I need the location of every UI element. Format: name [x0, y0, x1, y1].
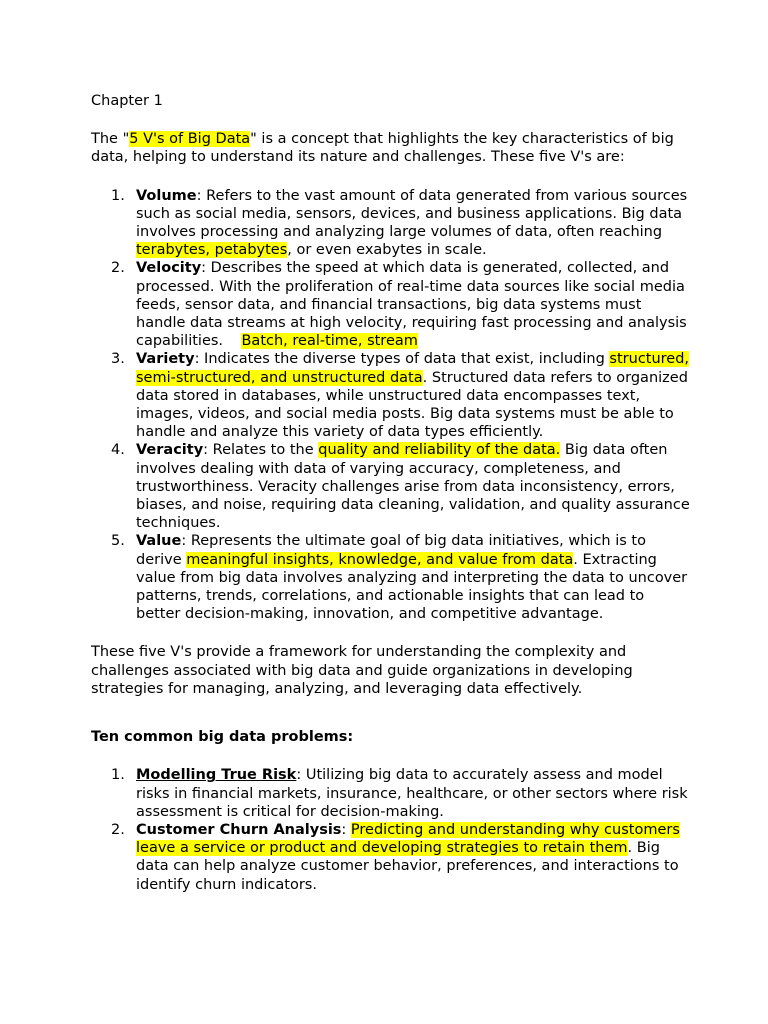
item-highlight: structured, semi-structured, and unstructured data — [136, 351, 690, 386]
intro-highlight: 5 V's of Big Data — [129, 131, 251, 148]
list-number: 1. — [111, 767, 125, 784]
item-highlight: meaningful insights, knowledge, and value from data — [186, 551, 574, 568]
list-item-velocity — [91, 259, 691, 350]
five-vs-list — [91, 187, 691, 624]
item-text: : Indicates the diverse types of data that exist, including — [194, 351, 610, 368]
intro-text-after: " is a concept that highlights the key characteristics of big data, helping to understand its nature and challenges. These five V's are: — [91, 131, 674, 166]
closing-paragraph: These five V's provide a framework for understanding the complexity and challenges associated with big data and guide organizations in developing strategies for managing, analyzing, and leveraging data effectively. — [91, 644, 633, 697]
item-highlight: Predicting and understanding why customers leave a service or product and developing strategies to retain them — [136, 821, 680, 857]
term-volume: Volume — [136, 187, 197, 204]
item-text: : Relates to the — [203, 442, 319, 459]
term-value: Value — [136, 533, 182, 550]
list-number: 2. — [111, 260, 125, 277]
document-page — [91, 92, 691, 894]
list-item-volume — [91, 187, 691, 260]
item-highlight: quality and reliability of the data. — [318, 442, 561, 459]
item-text-after: , or even exabytes in scale. — [287, 242, 487, 259]
item-text-after: . Extracting value from big data involves analyzing and interpreting the data to uncover patterns, trends, correlations, and actionable insights that can lead to better decision-making, innovation, and competitive advantage. — [136, 551, 688, 623]
list-item-value — [91, 532, 691, 623]
intro-text-before: The " — [91, 131, 130, 148]
item-text-after: . Structured data refers to organized data stored in databases, while unstructured data encompasses text, images, videos, and social media posts. Big data systems must be able to handle and analyze this variety of data types efficiently. — [136, 369, 688, 441]
list-number: 1. — [111, 187, 125, 204]
item-text: : Represents the ultimate goal of big data initiatives, which is to derive — [136, 533, 646, 568]
term-customer-churn: Customer Churn Analysis — [136, 821, 342, 838]
list-number: 2. — [111, 821, 125, 838]
list-number: 4. — [111, 442, 125, 459]
item-text: : Utilizing big data to accurately assess and model risks in financial markets, insurance, healthcare, or other sectors where risk assessment is critical for decision-making. — [136, 767, 688, 820]
item-text: : — [341, 821, 351, 838]
item-text: : Describes the speed at which data is generated, collected, and processed. With the proliferation of real-time data sources like social media feeds, sensor data, and financial transactions, big data systems must handle data streams at high velocity, requiring fast processing and analysis capabilities. — [136, 260, 692, 350]
term-velocity: Velocity — [136, 260, 202, 277]
list-item-variety — [91, 350, 691, 441]
list-number: 3. — [111, 351, 125, 368]
chapter-title: Chapter 1 — [91, 93, 163, 109]
item-text: : Refers to the vast amount of data generated from various sources such as social media, sensors, devices, and business applications. Big data involves processing and analyzing large volumes of data, often reaching — [136, 187, 688, 241]
item-text-after: . Big data can help analyze customer behavior, preferences, and interactions to identify churn indicators. — [136, 840, 679, 893]
term-modelling-true-risk: Modelling True Risk — [136, 767, 297, 784]
list-item-veracity — [91, 441, 691, 532]
intro-paragraph — [91, 130, 691, 166]
item-text-after: Big data often involves dealing with data of varying accuracy, completeness, and trustworthiness. Veracity challenges arise from data inconsistency, errors, biases, and noise, requiring data cleaning, validation, and quality assurance techniques. — [136, 442, 690, 532]
list-item-customer-churn — [91, 821, 691, 894]
list-item-modelling-true-risk — [91, 766, 691, 821]
item-highlight: Batch, real-time, stream — [241, 333, 418, 350]
list-number: 5. — [111, 533, 125, 550]
term-veracity: Veracity — [136, 442, 204, 459]
item-highlight: terabytes, petabytes — [136, 242, 288, 259]
problems-list — [91, 766, 691, 893]
problems-heading: Ten common big data problems: — [91, 729, 354, 746]
term-variety: Variety — [136, 351, 195, 368]
